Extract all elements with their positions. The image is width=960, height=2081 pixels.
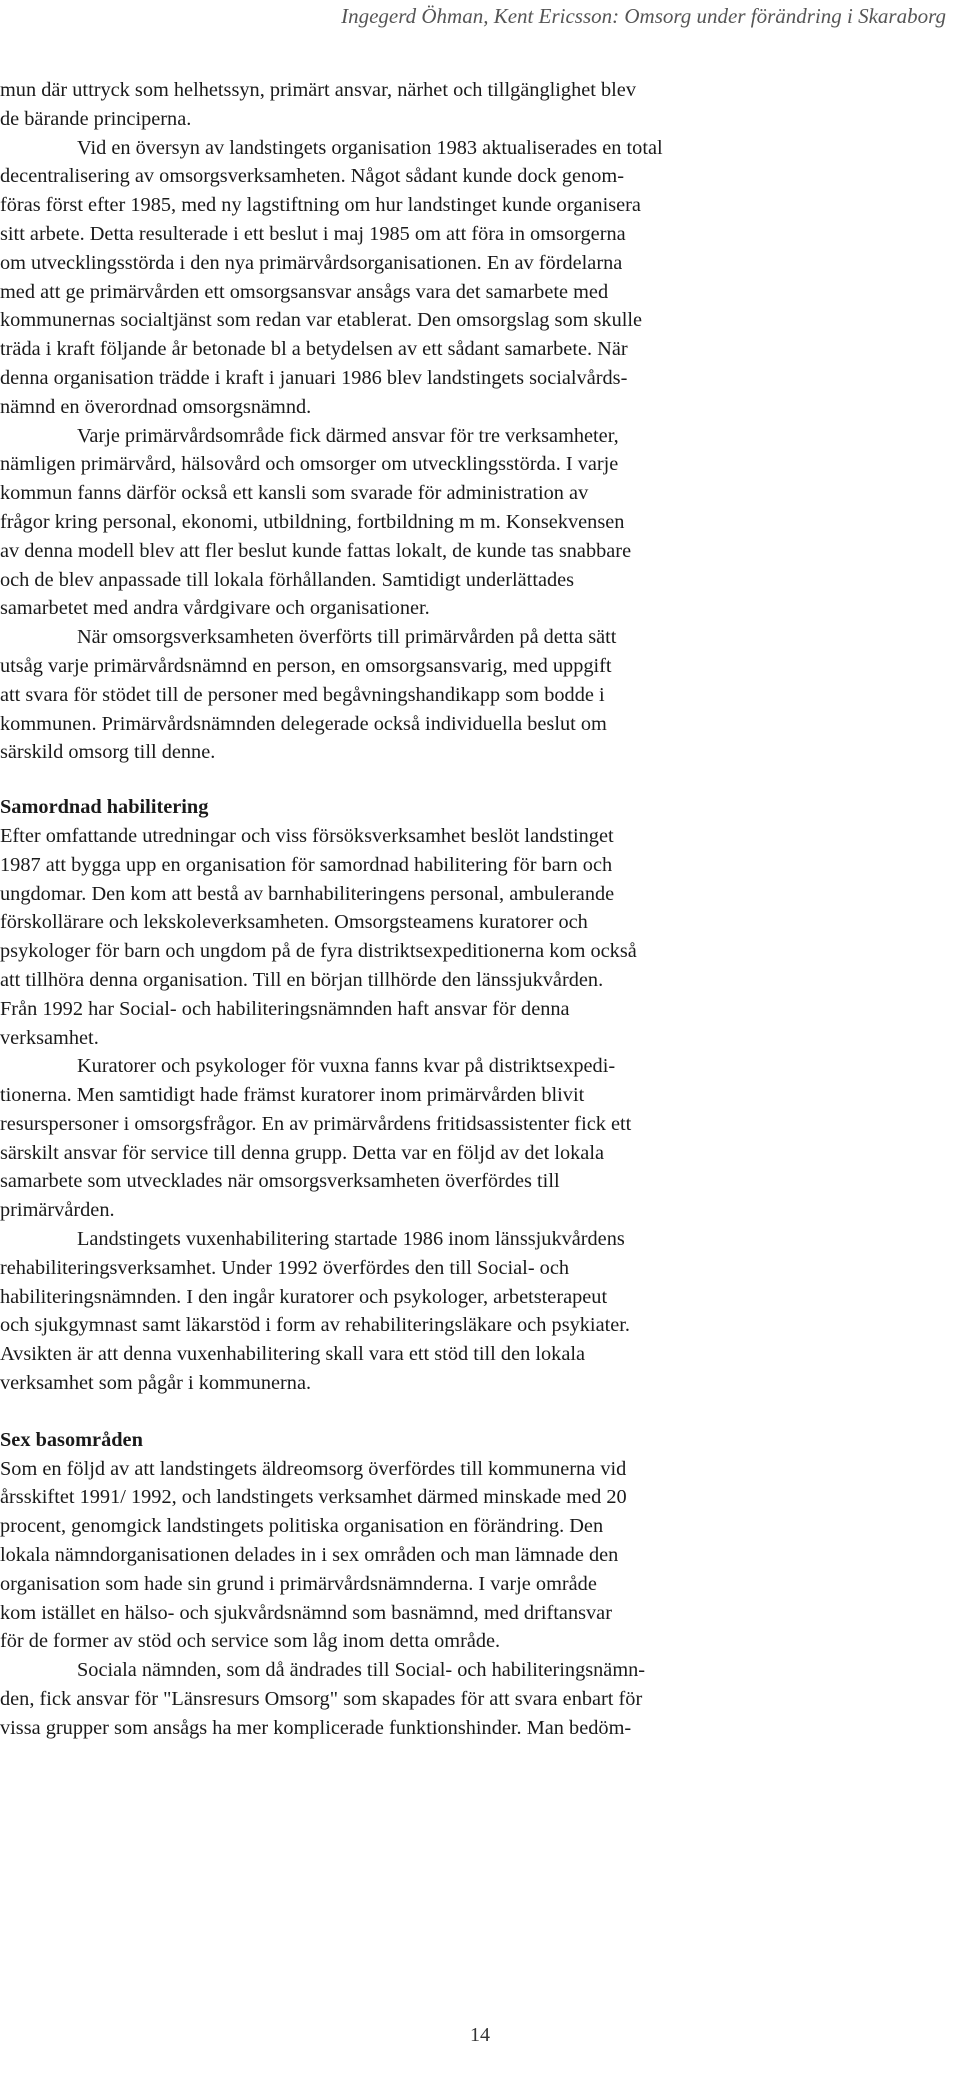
text-line: och de blev anpassade till lokala förhållanden. Samtidigt underlättades	[0, 568, 575, 591]
text-line: psykologer för barn och ungdom på de fyra distriktsexpeditionerna kom också	[0, 940, 637, 963]
text-line: med att ge primärvården ett omsorgsansvar ansågs vara det samarbete med	[0, 280, 609, 303]
text-line: procent, genomgick landstingets politiska organisation en förändring. Den	[0, 1515, 604, 1538]
paragraph	[0, 1656, 960, 1742]
text-line: särskilt ansvar för service till denna grupp. Detta var en följd av det lokala	[0, 1141, 604, 1164]
text-line: utsåg varje primärvårdsnämnd en person, en omsorgsansvarig, med uppgift	[0, 654, 612, 677]
paragraph	[0, 76, 960, 134]
paragraph	[0, 1455, 960, 1657]
text-line: förskollärare och lekskoleverksamheten. Omsorgsteamens kuratorer och	[0, 911, 588, 934]
page-number: 14	[470, 2024, 490, 2046]
text-line: vissa grupper som ansågs ha mer komplicerade funktionshinder. Man bedöm-	[0, 1716, 632, 1739]
text-line: Avsikten är att denna vuxenhabilitering skall vara ett stöd till den lokala	[0, 1343, 586, 1366]
text-line: Vid en översyn av landstingets organisation 1983 aktualiserades en total	[77, 136, 663, 159]
text-line: av denna modell blev att fler beslut kunde fattas lokalt, de kunde tas snabbare	[0, 539, 632, 562]
text-line: särskild omsorg till denne.	[0, 741, 216, 764]
text-line: ungdomar. Den kom att bestå av barnhabiliteringens personal, ambulerande	[0, 882, 615, 905]
page-body	[0, 76, 960, 1743]
text-line: primärvården.	[0, 1199, 115, 1222]
text-line: föras först efter 1985, med ny lagstiftning om hur landstinget kunde organisera	[0, 194, 641, 217]
text-line: att svara för stödet till de personer med begåvningshandikapp som bodde i	[0, 683, 605, 706]
text-line: rehabiliteringsverksamhet. Under 1992 överfördes den till Social- och	[0, 1256, 570, 1279]
text-line: kommunernas socialtjänst som redan var etablerat. Den omsorgslag som skulle	[0, 309, 643, 332]
text-line: organisation som hade sin grund i primärvårdsnämnderna. I varje område	[0, 1572, 597, 1595]
text-line: Sociala nämnden, som då ändrades till Social- och habiliteringsnämn-	[77, 1659, 646, 1682]
paragraph	[0, 422, 960, 624]
text-line: decentralisering av omsorgsverksamheten. Något sådant kunde dock genom-	[0, 165, 624, 188]
text-line: om utvecklingsstörda i den nya primärvårdsorganisationen. En av fördelarna	[0, 251, 623, 274]
text-line: sitt arbete. Detta resulterade i ett beslut i maj 1985 om att föra in omsorgerna	[0, 222, 626, 245]
text-line: den, fick ansvar för "Länsresurs Omsorg" som skapades för att svara enbart för	[0, 1688, 643, 1711]
text-line: Efter omfattande utredningar och viss försöksverksamhet beslöt landstinget	[0, 824, 614, 847]
text-line: habiliteringsnämnden. I den ingår kuratorer och psykologer, arbetsterapeut	[0, 1285, 608, 1308]
text-line: årsskiftet 1991/ 1992, och landstingets verksamhet därmed minskade med 20	[0, 1486, 627, 1509]
text-line: kommunen. Primärvårdsnämnden delegerade också individuella beslut om	[0, 712, 607, 735]
text-line: de bärande principerna.	[0, 107, 192, 130]
text-line: lokala nämndorganisationen delades in i sex områden och man lämnade den	[0, 1544, 619, 1567]
section-heading: Sex basområden	[0, 1428, 143, 1451]
text-line: När omsorgsverksamheten överförts till primärvården på detta sätt	[77, 626, 617, 649]
section-gap	[0, 767, 960, 793]
section-gap	[0, 1398, 960, 1426]
text-line: nämligen primärvård, hälsovård och omsorger om utvecklingsstörda. I varje	[0, 453, 619, 476]
paragraph	[0, 1052, 960, 1225]
paragraph	[0, 1225, 960, 1398]
text-line: Varje primärvårdsområde fick därmed ansvar för tre verksamheter,	[77, 424, 619, 447]
text-line: Från 1992 har Social- och habiliteringsnämnden haft ansvar för denna	[0, 997, 570, 1020]
text-line: för de former av stöd och service som låg inom detta område.	[0, 1630, 501, 1653]
text-line: resurspersoner i omsorgsfrågor. En av primärvårdens fritidsassistenter fick ett	[0, 1112, 632, 1135]
text-line: samarbetet med andra vårdgivare och organisationer.	[0, 597, 430, 620]
text-line: 1987 att bygga upp en organisation för samordnad habilitering för barn och	[0, 853, 613, 876]
paragraph	[0, 623, 960, 767]
text-line: Kuratorer och psykologer för vuxna fanns kvar på distriktsexpedi-	[77, 1055, 616, 1078]
text-line: mun där uttryck som helhetssyn, primärt ansvar, närhet och tillgänglighet blev	[0, 79, 636, 101]
text-line: nämnd en överordnad omsorgsnämnd.	[0, 395, 312, 418]
text-line: verksamhet som pågår i kommunerna.	[0, 1372, 312, 1395]
text-line: Som en följd av att landstingets äldreomsorg överfördes till kommunerna vid	[0, 1457, 627, 1480]
section-heading: Samordnad habilitering	[0, 796, 209, 819]
text-line: kommun fanns därför också ett kansli som svarade för administration av	[0, 482, 589, 505]
paragraph	[0, 822, 960, 1052]
text-line: tionerna. Men samtidigt hade främst kuratorer inom primärvården blivit	[0, 1084, 585, 1107]
text-line: Landstingets vuxenhabilitering startade 1986 inom länssjukvårdens	[77, 1228, 625, 1251]
text-line: att tillhöra denna organisation. Till en början tillhörde den länssjukvården.	[0, 968, 604, 991]
text-line: träda i kraft följande år betonade bl a betydelsen av ett sådant samarbete. När	[0, 338, 628, 361]
running-header: Ingegerd Öhman, Kent Ericsson: Omsorg under förändring i Skaraborg	[341, 4, 946, 28]
text-line: samarbete som utvecklades när omsorgsverksamheten överfördes till	[0, 1170, 560, 1193]
text-line: denna organisation trädde i kraft i januari 1986 blev landstingets socialvårds-	[0, 366, 628, 389]
text-line: frågor kring personal, ekonomi, utbildning, fortbildning m m. Konsekvensen	[0, 510, 625, 533]
text-line: verksamhet.	[0, 1026, 99, 1049]
text-line: kom istället en hälso- och sjukvårdsnämnd som basnämnd, med driftansvar	[0, 1601, 612, 1624]
paragraph	[0, 134, 960, 422]
text-line: och sjukgymnast samt läkarstöd i form av rehabiliteringsläkare och psykiater.	[0, 1314, 631, 1337]
